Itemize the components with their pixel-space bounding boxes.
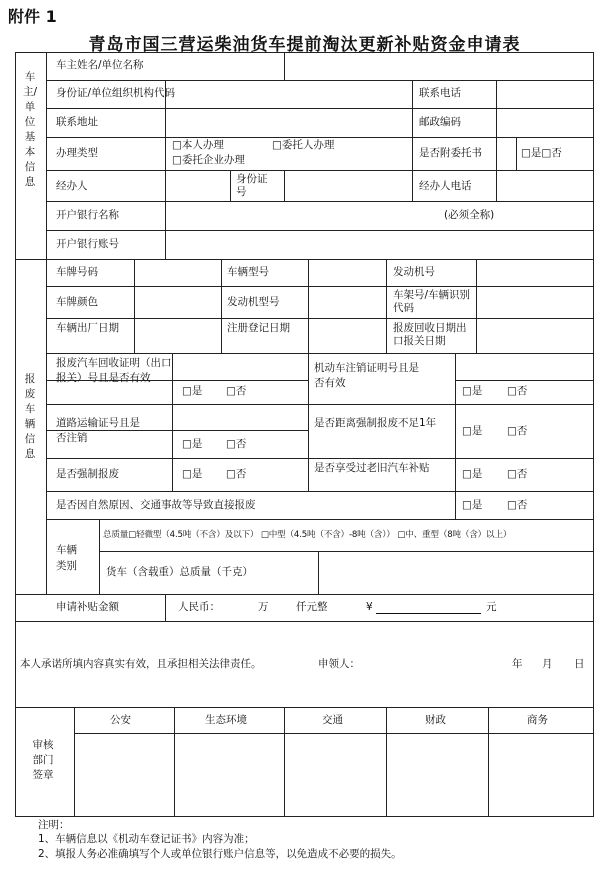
forced-label: 是否强制报废 (56, 468, 119, 480)
day-label: 日 (574, 658, 585, 670)
cancel-cert-label: 机动车注销证明号且是否有效 (314, 362, 419, 389)
engine-model-label: 发动机型号 (227, 296, 280, 308)
bank-account-field[interactable] (166, 231, 593, 259)
yuan-label: 元 (486, 601, 497, 613)
stamp-commerce-area[interactable] (489, 734, 593, 816)
recycle-date-field[interactable] (477, 319, 593, 353)
vin-label: 车架号/车辆识别代码 (393, 289, 471, 314)
distance-year-yes[interactable]: □是 (462, 425, 483, 437)
reg-date-field[interactable] (309, 319, 386, 353)
notes-heading: 注明： (38, 819, 70, 831)
truck-weight-field[interactable] (319, 552, 593, 594)
engine-model-field[interactable] (309, 287, 386, 318)
form-title: 青岛市国三营运柴油货车提前淘汰更新补贴资金申请表 (88, 35, 521, 55)
month-label: 月 (542, 658, 553, 670)
type-entrust-company-checkbox[interactable]: □委托企业办理 (172, 154, 245, 166)
bank-required-note: (必须全称) (444, 209, 495, 221)
qian-label: 仟元整 (296, 601, 328, 613)
subsidy-enjoyed-yes[interactable]: □是 (462, 468, 483, 480)
amount-label: 申请补贴金额 (56, 601, 119, 613)
rmb-label: 人民币： (178, 601, 220, 613)
owner-zip-label: 邮政编码 (419, 116, 461, 128)
reg-date-label: 注册登记日期 (227, 322, 290, 334)
weight-class-options[interactable]: 总质量□轻微型（4.5吨（不含）及以下） □中型（4.5吨（不含）-8吨（含）） □中、重型（8吨（含）以上） (103, 530, 512, 540)
dept-police: 公安 (110, 714, 131, 726)
plate-no-label: 车牌号码 (56, 266, 98, 278)
disaster-yes[interactable]: □是 (462, 499, 483, 511)
cancel-cert-yes[interactable]: □是 (462, 385, 483, 397)
plate-no-field[interactable] (135, 260, 221, 286)
type-self-checkbox[interactable]: □本人办理 (172, 139, 224, 151)
note-item-2: 2、填报人务必准确填写个人或单位银行账户信息等，以免造成不必要的损失。 (38, 848, 402, 860)
dept-finance: 财政 (425, 714, 446, 726)
stamp-transport-area[interactable] (285, 734, 386, 816)
agent-label: 经办人 (56, 180, 88, 192)
section-review-label: 审核部门签章 (32, 739, 54, 781)
amount-field[interactable] (376, 601, 481, 614)
cancel-cert-no[interactable]: □否 (507, 385, 528, 397)
agent-id-label: 身份证号 (236, 173, 268, 198)
attorney-yes-no-checkbox[interactable]: □是□否 (521, 147, 562, 159)
factory-date-label: 车辆出厂日期 (56, 322, 119, 334)
owner-type-label: 办理类型 (56, 147, 98, 159)
agent-id-field[interactable] (285, 171, 412, 201)
stamp-environment-area[interactable] (175, 734, 284, 816)
recycle-date-label: 报废回收日期出口报关日期 (393, 322, 467, 347)
stamp-finance-area[interactable] (387, 734, 488, 816)
recycle-cert-no[interactable]: □否 (226, 385, 247, 397)
distance-year-label: 是否距离强制报废不足1年 (314, 417, 437, 429)
yen-sign: ¥ (366, 601, 373, 613)
note-item-1: 1、车辆信息以《机动车登记证书》内容为准； (38, 833, 255, 845)
bank-name-label: 开户银行名称 (56, 209, 119, 221)
vehicle-model-label: 车辆型号 (227, 266, 269, 278)
dept-environment: 生态环境 (205, 714, 247, 726)
stamp-police-area[interactable] (75, 734, 174, 816)
transport-cert-label: 道路运输证号且是否注销 (56, 417, 140, 444)
owner-id-field[interactable] (166, 81, 412, 108)
owner-id-label: 身份证/单位组织机构代码 (56, 87, 176, 99)
engine-no-label: 发动机号 (393, 266, 435, 278)
owner-name-label: 车主姓名/单位名称 (56, 59, 144, 71)
dept-commerce: 商务 (527, 714, 548, 726)
attorney-label: 是否附委托书 (419, 147, 482, 159)
recycle-cert-yes[interactable]: □是 (182, 385, 203, 397)
distance-year-no[interactable]: □否 (507, 425, 528, 437)
owner-address-field[interactable] (166, 109, 412, 137)
receiver-label: 申领人： (318, 658, 360, 670)
agent-field[interactable] (166, 171, 230, 201)
engine-no-field[interactable] (477, 260, 593, 286)
receiver-signature-field[interactable] (362, 650, 492, 674)
disaster-no[interactable]: □否 (507, 499, 528, 511)
forced-no[interactable]: □否 (226, 468, 247, 480)
agent-phone-label: 经办人电话 (419, 180, 472, 192)
owner-zip-field[interactable] (497, 109, 593, 137)
category-label: 车辆类别 (56, 544, 77, 572)
year-label: 年 (512, 658, 523, 670)
subsidy-enjoyed-no[interactable]: □否 (507, 468, 528, 480)
pledge-text: 本人承诺所填内容真实有效，且承担相关法律责任。 (20, 658, 262, 670)
owner-address-label: 联系地址 (56, 116, 98, 128)
owner-phone-label: 联系电话 (419, 87, 461, 99)
vin-field[interactable] (477, 287, 593, 318)
plate-color-field[interactable] (135, 287, 221, 318)
transport-cert-yes[interactable]: □是 (182, 438, 203, 450)
disaster-label: 是否因自然原因、交通事故等导致直接报废 (56, 499, 256, 511)
section-owner-label: 车主/单位基本信息 (23, 71, 38, 188)
type-entrust-person-checkbox[interactable]: □委托人办理 (272, 139, 335, 151)
recycle-cert-field[interactable] (173, 354, 308, 380)
attachment-label: 附件 1 (8, 7, 57, 26)
owner-phone-field[interactable] (497, 81, 593, 108)
agent-phone-field[interactable] (497, 171, 593, 201)
wan-label: 万 (258, 601, 269, 613)
bank-account-label: 开户银行账号 (56, 238, 119, 250)
subsidy-enjoyed-label: 是否享受过老旧汽车补贴 (314, 462, 430, 474)
plate-color-label: 车牌颜色 (56, 296, 98, 308)
transport-cert-field[interactable] (173, 405, 308, 430)
section-vehicle-label: 报废车辆信息 (24, 373, 36, 460)
dept-transport: 交通 (322, 714, 343, 726)
bank-name-field[interactable] (166, 202, 593, 230)
owner-name-field[interactable] (285, 53, 593, 80)
forced-yes[interactable]: □是 (182, 468, 203, 480)
factory-date-field[interactable] (135, 319, 221, 353)
transport-cert-no[interactable]: □否 (226, 438, 247, 450)
cancel-cert-field[interactable] (456, 354, 593, 380)
recycle-cert-label: 报废汽车回收证明（出口报关）号且是否有效 (56, 357, 172, 384)
vehicle-model-field[interactable] (309, 260, 386, 286)
truck-weight-label: 货车（含载重）总质量（千克） (106, 566, 253, 578)
